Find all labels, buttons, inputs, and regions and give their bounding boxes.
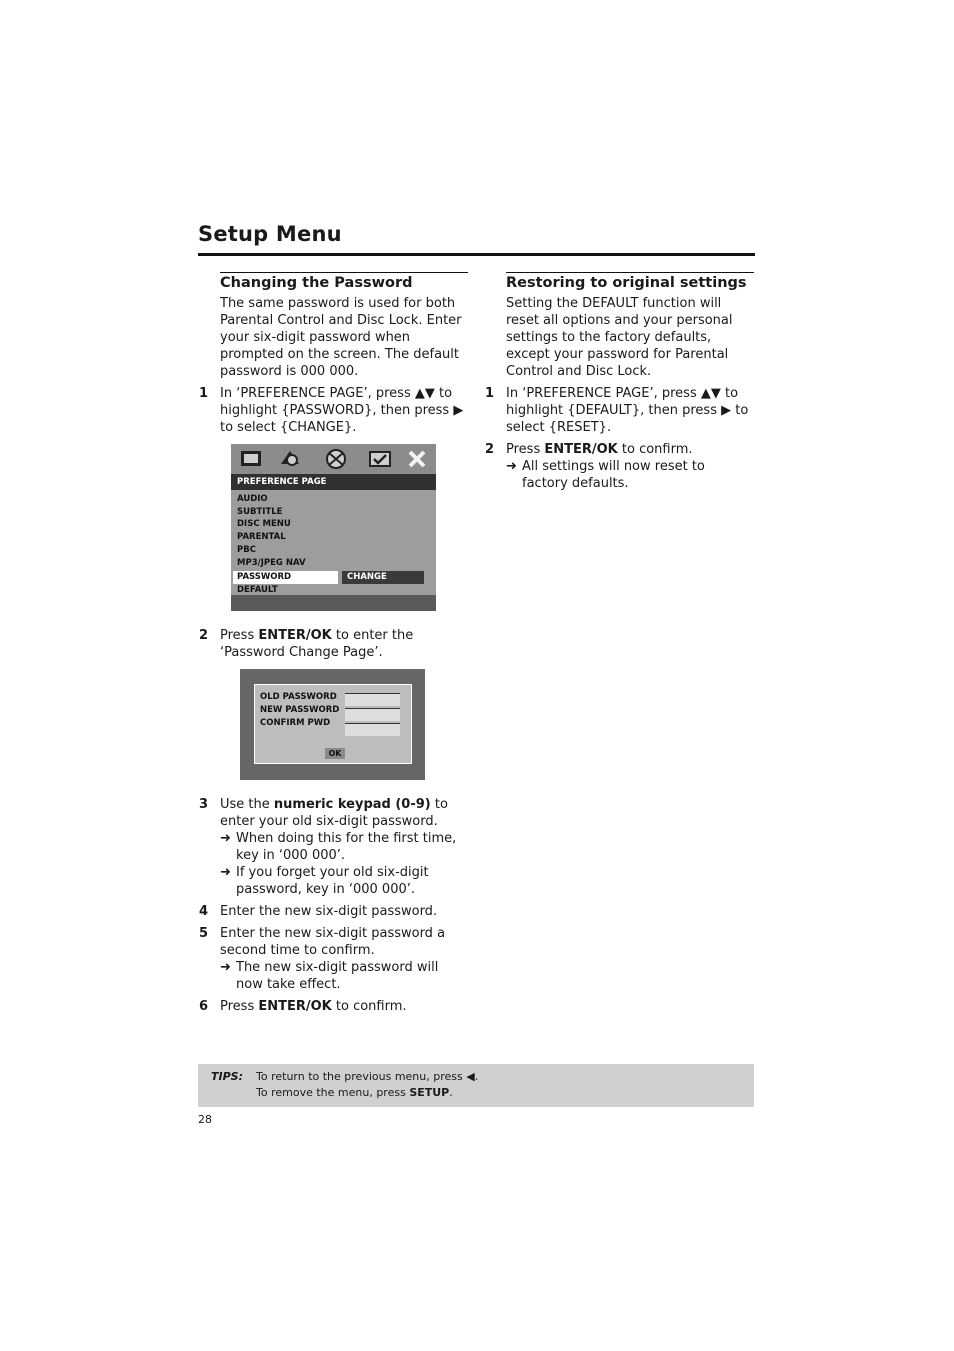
change-option[interactable]: CHANGE [342,571,424,584]
step-text: to confirm. [617,442,693,457]
step-text: Press [506,442,545,457]
key-label: ENTER/OK [544,442,618,457]
ok-button[interactable]: OK [325,748,345,759]
step-text: In ‘PREFERENCE PAGE’, press ▲▼ to highlight {DEFAULT}, then press ▶ to select {RESET}. [506,386,749,435]
arrow-icon: ➜ [220,831,231,846]
old-password-field[interactable] [345,693,400,706]
tips-box [198,1064,754,1107]
password-dialog [254,684,412,764]
step-text: Use the [220,797,274,812]
step-number: 5 [199,926,209,941]
result-note: ➜ All settings will now reset to factory defaults. [506,459,705,491]
intro-paragraph: The same password is used for both Parental Control and Disc Lock. Enter your six-digit password when prompted on the screen. The default password is 000 000. [220,296,462,379]
speaker-icon [280,449,302,469]
step-2 [485,441,754,492]
tip-line: To remove the menu, press SETUP. [256,1086,453,1099]
osd-footer-bar [231,595,436,611]
page-title: Setup Menu [198,222,342,246]
step-number: 6 [199,999,209,1014]
step-text: to enter your old six-digit password. [220,797,448,829]
key-label: ENTER/OK [258,999,332,1014]
section-title: Changing the Password [220,275,413,291]
old-password-label: OLD PASSWORD [260,692,337,702]
result-note: ➜ When doing this for the first time, key in ‘000 000’. [220,831,457,863]
step-number: 1 [485,386,495,401]
step-4 [199,903,468,920]
setup-icon-bar [231,444,436,474]
menu-item-mp3-jpeg-nav[interactable]: MP3/JPEG NAV [237,558,306,568]
disc-icon [325,449,347,469]
preference-check-icon [369,449,391,469]
title-rule [198,253,755,256]
new-password-label: NEW PASSWORD [260,705,340,715]
confirm-password-label: CONFIRM PWD [260,718,331,728]
menu-item-default[interactable]: DEFAULT [237,585,278,595]
step-5 [199,925,468,993]
arrow-icon: ➜ [506,459,517,474]
menu-item-password[interactable]: PASSWORD [237,572,292,582]
step-1 [485,385,754,436]
tips-label: TIPS: [211,1070,243,1083]
step-text: Enter the new six-digit password a second time to confirm. [220,926,446,958]
new-password-field[interactable] [345,708,400,721]
section-changing-password [199,272,468,1020]
step-3 [199,796,468,898]
menu-item-pbc[interactable]: PBC [237,545,256,555]
preference-page-header: PREFERENCE PAGE [231,474,436,490]
menu-item-disc-menu[interactable]: DISC MENU [237,519,291,529]
preference-page-screen [231,444,436,611]
tip-line: To return to the previous menu, press ◀. [256,1070,479,1083]
menu-item-parental[interactable]: PARENTAL [237,532,286,542]
step-text: to enter the ‘Password Change Page’. [220,628,414,660]
tv-icon [240,449,262,469]
key-label: numeric keypad (0-9) [273,797,431,812]
step-text: to confirm. [331,999,407,1014]
confirm-password-field[interactable] [345,723,400,736]
setup-key-label: SETUP [409,1086,450,1099]
step-text: Press [220,628,259,643]
step-text: Enter the new six-digit password. [220,904,438,919]
step-2 [199,627,468,661]
intro-paragraph: Setting the DEFAULT function will reset all options and your personal settings to the factory defaults, except your password for Parental Control and Disc Lock. [506,296,733,379]
result-note: ➜ The new six-digit password will now take effect. [220,960,439,992]
step-text: Press [220,999,259,1014]
step-6 [199,998,468,1015]
section-rule [220,272,468,273]
result-note: ➜ If you forget your old six-digit password, key in ‘000 000’. [220,865,429,897]
step-1 [199,385,468,436]
step-number: 3 [199,797,209,812]
arrow-icon: ➜ [220,865,231,880]
step-number: 2 [199,628,209,643]
step-number: 4 [199,904,209,919]
menu-item-subtitle[interactable]: SUBTITLE [237,507,283,517]
section-restoring-settings [485,272,754,497]
section-title: Restoring to original settings [506,275,747,291]
password-change-screen [240,669,425,780]
step-number: 1 [199,386,209,401]
menu-item-audio[interactable]: AUDIO [237,494,268,504]
arrow-icon: ➜ [220,960,231,975]
step-text: In ‘PREFERENCE PAGE’, press ▲▼ to highlight {PASSWORD}, then press ▶ to select {CHANGE}. [220,386,464,435]
key-label: ENTER/OK [258,628,332,643]
step-number: 2 [485,442,495,457]
close-x-icon [406,449,428,469]
section-rule [506,272,754,273]
page-number: 28 [198,1113,212,1126]
